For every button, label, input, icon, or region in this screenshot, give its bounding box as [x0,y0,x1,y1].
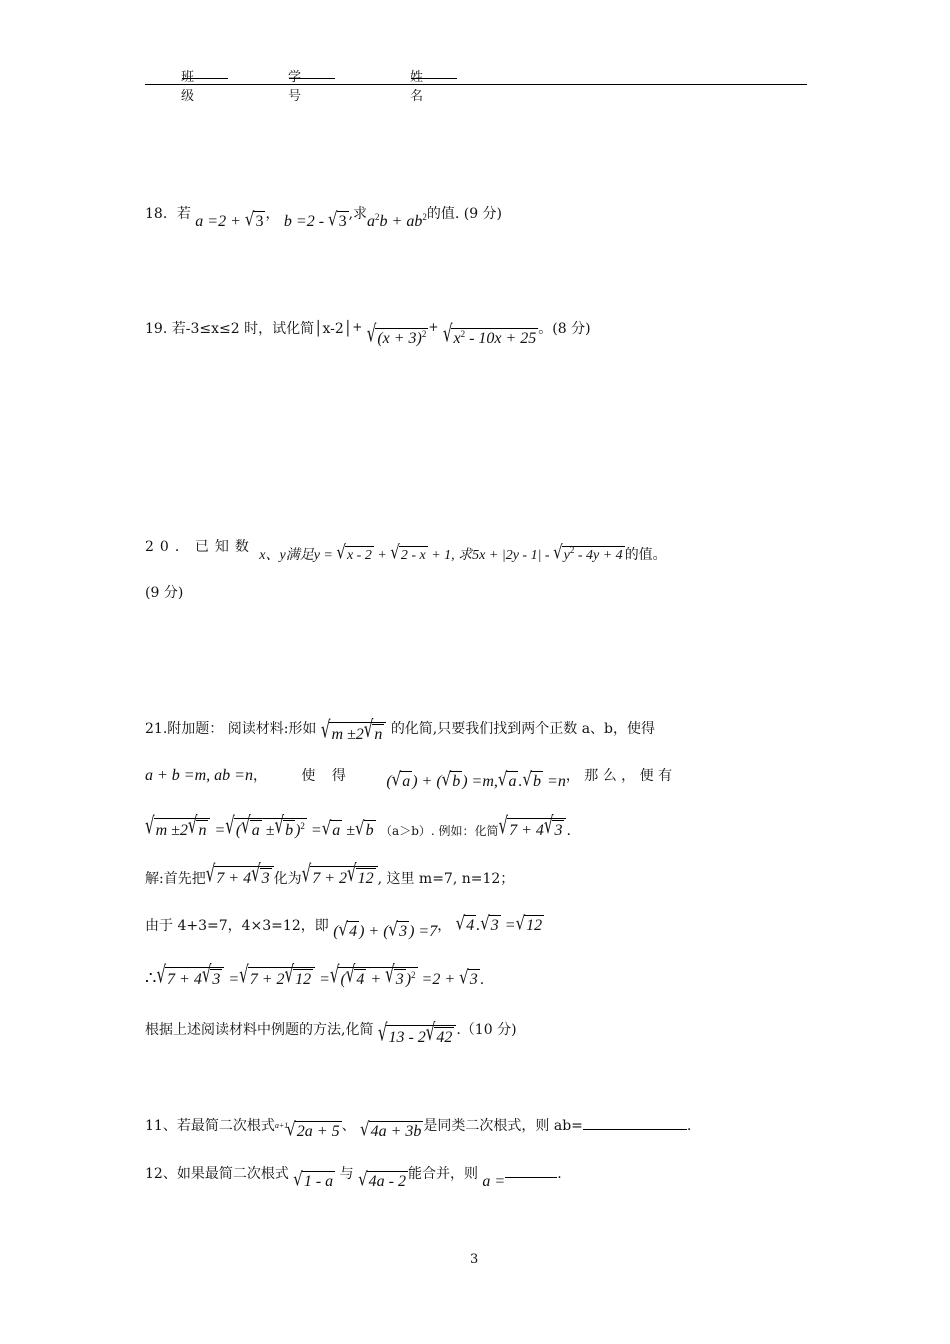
question-19: 19. 若-3≤x≤2 时，试化简│x-2│+ $√(x + 3)^2 + √x^2 - 10x + 25$。(8 分) [145,319,591,348]
page-number: 3 [470,1252,479,1267]
name-blank[interactable] [411,66,457,79]
question-18: 18．若 a =2 + √3 ， b =2 - √3 ,求$a^2b + ab^2$的值. (9 分) [145,206,503,231]
sqrt: $√(x + 3)^2$ [366,319,427,348]
sqrt: √3 [244,207,264,231]
student-info-header: 班级 学号 姓名 [145,66,807,85]
sqrt: $√y^2 - 4y + 4$ [553,540,623,564]
answer-blank-ab[interactable] [583,1117,687,1130]
question-21-line-3: √m ±2√n =√(√a ±√b )$^2$ =√a ±√b （a＞b）. 例如：化简√7 + 4√3 . [145,811,571,840]
question-12: 12、如果最简二次根式 √1 - a 与 √4a - 2 能合并，则 a = . [145,1166,562,1191]
sqrt: √m ±2√n [145,818,210,840]
question-11: 11、若最简二次根式$^{a+1}$√2a + 5 、 √4a + 3b 是同类二次根式，则 ab= . [145,1117,692,1141]
question-21-line-2: a + b =m, ab =n， 使 得 (√a ) + (√b ) =m,√a .√b =n， 那 么 ， 便 有 [145,767,673,791]
question-21-line-5: 由于 4+3=7，4×3=12，即 (√4 ) + (√3 ) =7， √4 .√3 =√12 [145,911,543,941]
sqrt: √3 [328,207,347,231]
question-21-line-6: ∴√7 + 4√3 =√7 + 2√12 =√(√4 + √3 )$^2$ =2 + √3 . [145,960,485,989]
question-21-line-4: 解:首先把√7 + 4√3 化为√7 + 2√12 , 这里 m=7, n=12； [145,859,515,888]
sqrt: $√x^2 - 10x + 25$ [442,319,537,348]
answer-blank-a[interactable] [505,1165,557,1178]
question-21-line-7: 根据上述阅读材料中例题的方法,化简 √13 - 2√42 .（10 分) [145,1018,517,1047]
question-20: 20．已知数 x、y满足y = √x - 2 + √2 - x + 1, 求$5x + |2y - 1| - √y^2 - 4y + 4$ 的值。 [145,539,667,564]
sqrt: √2 - x [390,540,426,564]
class-blank[interactable] [182,66,228,79]
question-21-line-1: 21.附加题： 阅读材料:形如 √m ±2√n 的化简,只要我们找到两个正数 a、b，使得 [145,715,656,744]
sqrt: √m ±2√n [321,722,386,744]
sqrt: √x - 2 [336,540,372,564]
student-id-blank[interactable] [289,66,335,79]
question-20-score: (9 分) [145,585,184,601]
